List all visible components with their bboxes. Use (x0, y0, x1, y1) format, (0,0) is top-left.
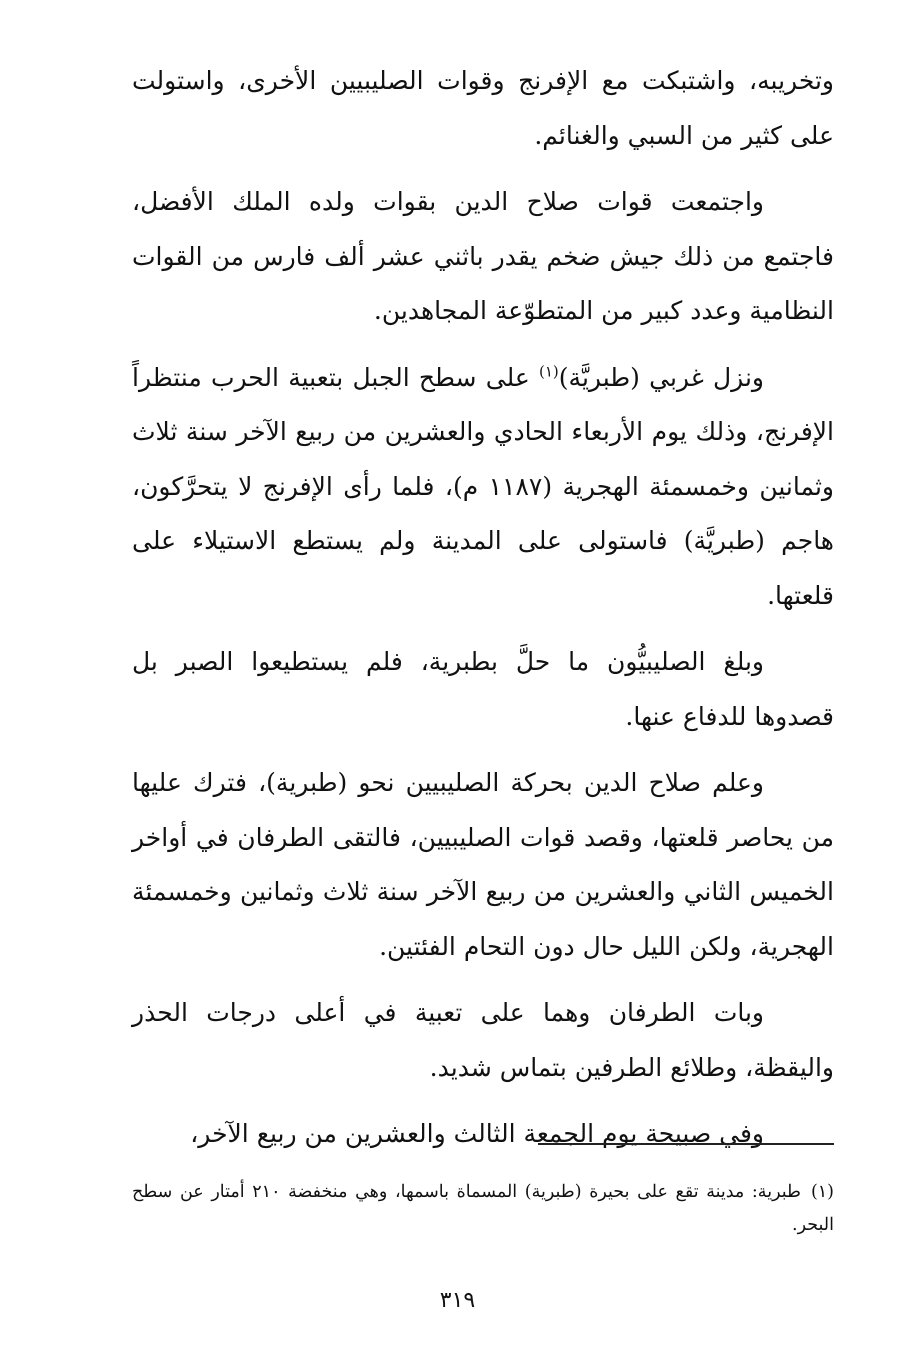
footnote-line (132, 1176, 834, 1242)
paragraph-2: واجتمعت قوات صلاح الدين بقوات ولده الملك الأفضل، فاجتمع من ذلك جيش ضخم يقدر باثني عشر ألف فارس من القوات النظامية وعدد كبير من المتطوّعة المجاهدين. (132, 187, 834, 325)
paragraph-5: وعلم صلاح الدين بحركة الصليبيين نحو (طبرية)، فترك عليها من يحاصر قلعتها، وقصد قوات الصليبيين، فالتقى الطرفان في أواخر الخميس الثاني والعشرين من ربيع الآخر سنة ثلاث وثمانين وخمسمئة الهجرية، ولكن الليل حال دون التحام الفئتين. (132, 768, 834, 961)
footnote-marker: (١) (810, 1182, 834, 1202)
paragraph-7: وفي صبيحة يوم الجمعة الثالث والعشرين من ربيع الآخر، (190, 1119, 764, 1148)
footnote (132, 1176, 834, 1242)
paragraph-4: وبلغ الصليبيُّون ما حلَّ بطبرية، فلم يستطيعوا الصبر بل قصدوها للدفاع عنها. (132, 647, 834, 731)
footnote-text: طبرية: مدينة تقع على بحيرة (طبرية) المسماة باسمها، وهي منخفضة ٢١٠ أمتار عن سطح البحر. (132, 1182, 834, 1235)
footnote-reference[interactable]: (١) (539, 362, 559, 381)
page-number: ٣١٩ (439, 1288, 476, 1313)
footnote-divider (538, 1143, 834, 1145)
paragraph-1: وتخريبه، واشتبكت مع الإفرنج وقوات الصليبيين الأخرى، واستولت على كثير من السبي والغنائم. (132, 66, 834, 150)
paragraph-3-start: ونزل غربي (طبريَّة) (558, 362, 764, 392)
paragraph-3-rest: على سطح الجبل بتعبية الحرب منتظراً الإفرنج، وذلك يوم الأربعاء الحادي والعشرين من ربيع الآخر سنة ثلاث وثمانين وخمسمئة الهجرية (١١٨٧ م)، فلما رأى الإفرنج لا يتحرَّكون، هاجم (طبريَّة) فاستولى على المدينة ولم يستطع الاستيلاء على قلعتها. (132, 362, 834, 610)
paragraph-3 (132, 351, 834, 624)
main-text (132, 54, 834, 1174)
paragraph-6: وبات الطرفان وهما على تعبية في أعلى درجات الحذر واليقظة، وطلائع الطرفين بتماس شديد. (132, 998, 834, 1082)
